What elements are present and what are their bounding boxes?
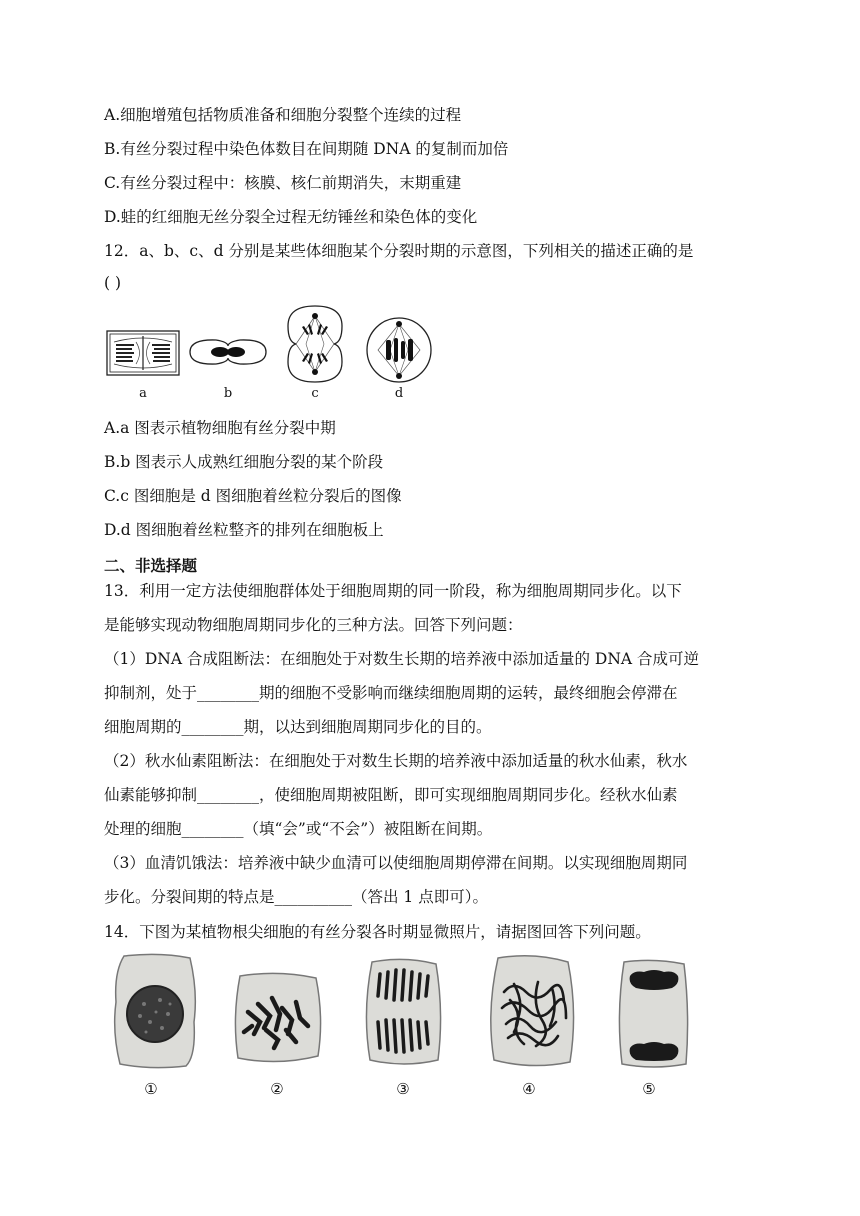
section-heading: 二、非选择题 <box>104 557 198 575</box>
q13-line-3: （1）DNA 合成阻断法：在细胞处于对数生长期的培养液中添加适量的 DNA 合成可逆 <box>104 650 700 668</box>
figure-label-a: a <box>139 386 147 401</box>
q13-line-1: 13．利用一定方法使细胞群体处于细胞周期的同一阶段，称为细胞周期同步化。以下 <box>104 582 682 600</box>
q13-line-7: 仙素能够抑制________，使细胞周期被阻断，即可实现细胞周期同步化。经秋水仙素 <box>104 786 678 804</box>
q12-option-d: D.d 图细胞着丝粒整齐的排列在细胞板上 <box>104 521 384 539</box>
cell-diagram-a <box>106 330 180 376</box>
q12-option-c: C.c 图细胞是 d 图细胞着丝粒分裂后的图像 <box>104 487 402 505</box>
micrograph-4 <box>484 952 580 1070</box>
q12-option-b: B.b 图表示人成熟红细胞分裂的某个阶段 <box>104 453 384 471</box>
cell-diagram-c <box>284 304 346 384</box>
figure-label-b: b <box>223 386 233 401</box>
micrograph-label-5: ⑤ <box>642 1080 656 1098</box>
q13-line-6: （2）秋水仙素阻断法：在细胞处于对数生长期的培养液中添加适量的秋水仙素，秋水 <box>104 752 688 770</box>
q12-stem-line2: ( ) <box>104 274 122 292</box>
micrograph-label-1: ① <box>144 1080 158 1098</box>
cell-diagram-d <box>364 316 434 384</box>
micrograph-2 <box>230 968 326 1068</box>
q11-option-b: B.有丝分裂过程中染色体数目在间期随 DNA 的复制而加倍 <box>104 140 509 158</box>
micrograph-label-2: ② <box>270 1080 284 1098</box>
micrograph-1 <box>110 952 200 1070</box>
micrograph-label-4: ④ <box>522 1080 536 1098</box>
q11-option-c: C.有丝分裂过程中：核膜、核仁前期消失，末期重建 <box>104 174 462 192</box>
q13-line-5: 细胞周期的________期，以达到细胞周期同步化的目的。 <box>104 718 492 736</box>
q13-line-9: （3）血清饥饿法：培养液中缺少血清可以使细胞周期停滞在间期。以实现细胞周期同 <box>104 854 688 872</box>
q12-option-a: A.a 图表示植物细胞有丝分裂中期 <box>104 419 336 437</box>
figure-label-c: c <box>311 386 319 401</box>
q11-option-d: D.蛙的红细胞无丝分裂全过程无纺锤丝和染色体的变化 <box>104 208 478 226</box>
figure-label-d: d <box>394 386 404 401</box>
cell-diagram-b <box>186 336 270 368</box>
q13-line-10: 步化。分裂间期的特点是__________（答出 1 点即可）。 <box>104 888 488 906</box>
q13-line-2: 是能够实现动物细胞周期同步化的三种方法。回答下列问题： <box>104 616 523 634</box>
micrograph-5 <box>614 958 692 1070</box>
q13-line-8: 处理的细胞________（填“会”或“不会”）被阻断在间期。 <box>104 820 493 838</box>
q11-option-a: A.细胞增殖包括物质准备和细胞分裂整个连续的过程 <box>104 106 462 124</box>
micrograph-label-3: ③ <box>396 1080 410 1098</box>
q13-line-4: 抑制剂，处于________期的细胞不受影响而继续细胞周期的运转，最终细胞会停滞在 <box>104 684 678 702</box>
q14-stem: 14．下图为某植物根尖细胞的有丝分裂各时期显微照片，请据图回答下列问题。 <box>104 923 651 941</box>
q12-stem-line1: 12．a、b、c、d 分别是某些体细胞某个分裂时期的示意图，下列相关的描述正确的是 <box>104 242 694 260</box>
micrograph-3 <box>360 956 446 1068</box>
